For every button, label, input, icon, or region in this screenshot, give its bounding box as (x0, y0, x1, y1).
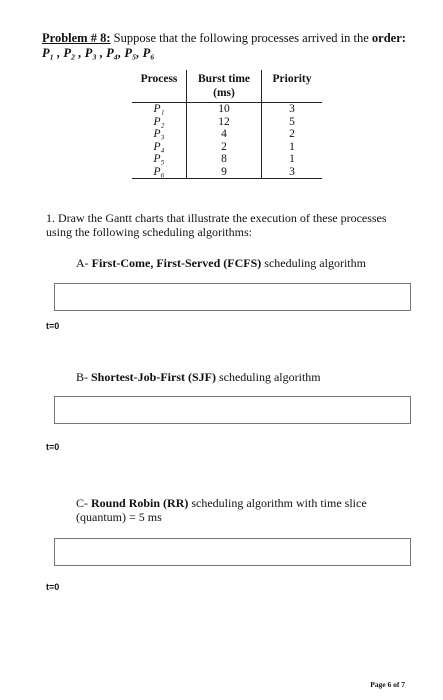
priority-cell: 5 (289, 115, 295, 128)
process-cell: P₁ (132, 103, 187, 116)
part-b-suffix: scheduling algorithm (215, 370, 321, 384)
question-number: 1. (46, 211, 55, 225)
burst-time-cell: 9 (187, 166, 262, 179)
part-c-heading (76, 496, 396, 524)
burst-time-cell: 10 (187, 103, 262, 116)
part-c-algorithm: Round Robin (RR) (91, 496, 189, 510)
burst-time-cell: 12 (187, 116, 262, 129)
table-header-row (132, 70, 322, 103)
question-text: Draw the Gantt charts that illustrate the execution of these processes using the following scheduling algorithms: (46, 211, 387, 239)
page-number: Page 6 of 7 (370, 680, 405, 689)
problem-text: Suppose that the following processes arrived in the (110, 31, 372, 45)
part-a-suffix: scheduling algorithm (261, 256, 366, 270)
process-cell: P₂ (132, 116, 187, 129)
gantt-chart-sjf-box[interactable] (54, 396, 411, 424)
process-cell: P₅ (132, 153, 187, 166)
part-b-prefix: B- (76, 370, 91, 384)
table-row (132, 166, 322, 179)
gantt-chart-fcfs-box[interactable] (54, 283, 411, 311)
process-cell: P₆ (132, 166, 187, 179)
priority-cell: 2 (289, 128, 295, 140)
part-a-algorithm: First-Come, First-Served (FCFS) (91, 256, 262, 270)
table-row (132, 153, 322, 166)
part-a-heading (76, 256, 366, 270)
table-row (132, 103, 322, 116)
process-table (132, 70, 322, 179)
part-b-algorithm: Shortest-Job-First (SJF) (91, 370, 216, 384)
part-a-prefix: A- (76, 256, 92, 270)
burst-time-cell: 4 (187, 128, 262, 141)
column-header-burst-time: Burst time (ms) (187, 70, 262, 103)
part-b-heading (76, 370, 321, 384)
problem-emphasis: order: (371, 31, 406, 45)
burst-time-cell: 2 (187, 141, 262, 154)
gantt-chart-rr-box[interactable] (54, 538, 411, 566)
burst-time-cell: 8 (187, 153, 262, 166)
priority-cell: 1 (289, 140, 295, 153)
problem-heading (42, 30, 422, 46)
start-time-label: t=0 (46, 442, 60, 452)
process-cell: P₃ (132, 128, 187, 141)
start-time-label: t=0 (46, 582, 60, 592)
part-c-prefix: C- (76, 496, 91, 510)
table-row (132, 116, 322, 129)
priority-cell: 3 (262, 166, 323, 179)
process-order: P₁ , P₂ , P₃ , P₄, P₅, P₆ (42, 46, 155, 60)
part-c-suffix: scheduling algorithm with time slice (quantum) = 5 ms (76, 496, 367, 524)
priority-cell: 1 (289, 153, 295, 165)
column-header-process: Process (132, 70, 187, 103)
priority-cell: 3 (289, 103, 295, 115)
column-header-priority: Priority (262, 70, 323, 103)
table-row (132, 141, 322, 154)
table-row (132, 128, 322, 141)
question-1 (46, 211, 406, 239)
start-time-label: t=0 (46, 321, 60, 331)
process-cell: P₄ (132, 141, 187, 154)
problem-label: Problem # 8: (42, 31, 111, 45)
